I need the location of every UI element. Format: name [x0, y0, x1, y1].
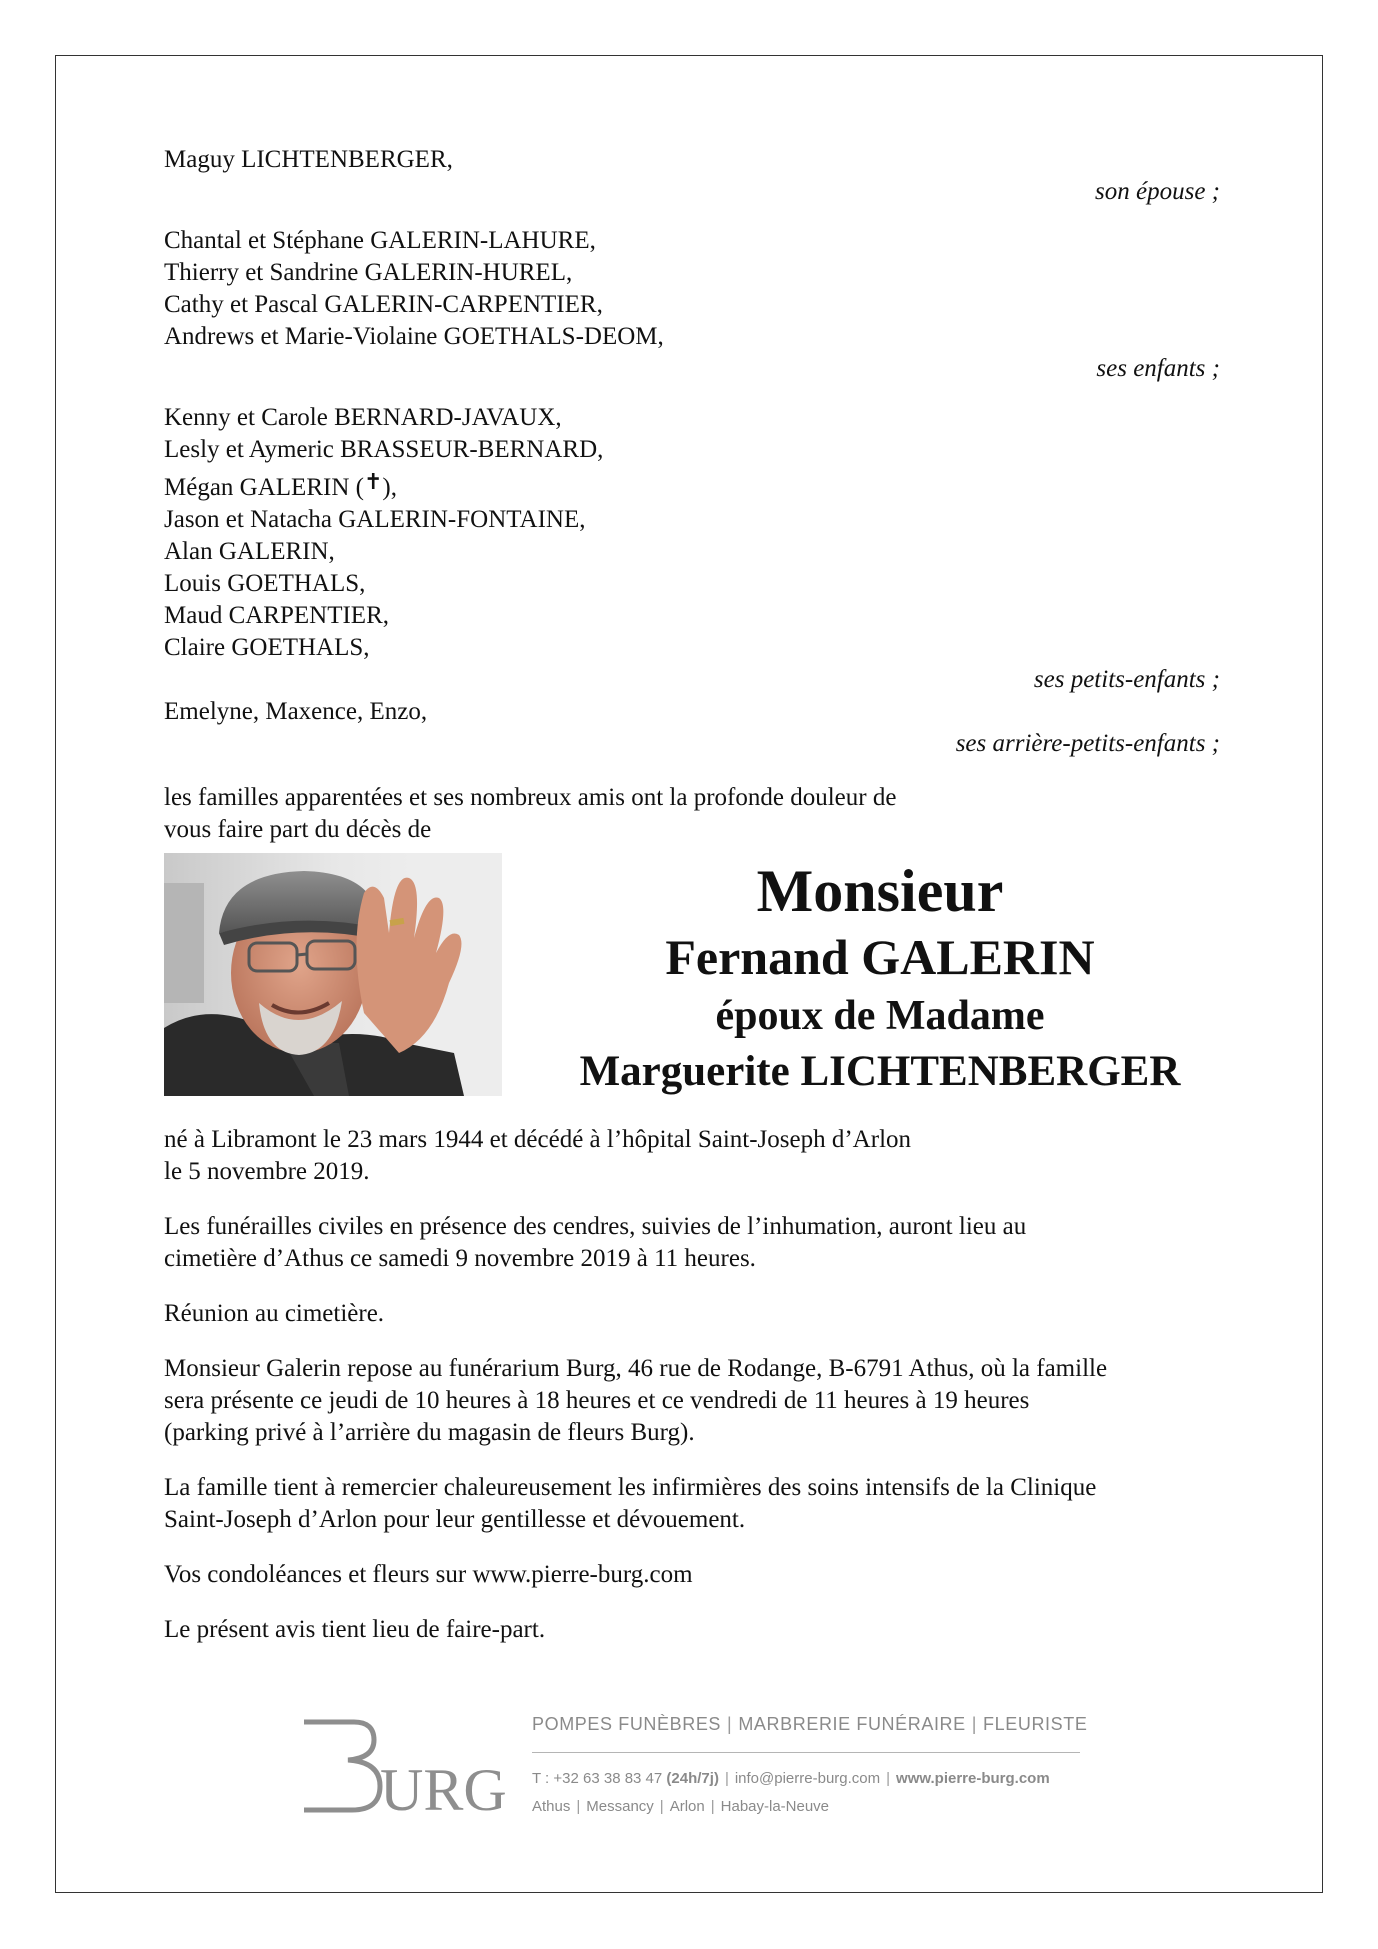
grandchild-name: Maud CARPENTIER, [164, 602, 389, 629]
notice-paragraph [164, 1614, 1220, 1646]
service-label: FLEURISTE [983, 1714, 1088, 1734]
town: Arlon [669, 1798, 705, 1815]
separator: | [886, 1770, 891, 1787]
town: Messancy [586, 1798, 654, 1815]
grandchild-name: Alan GALERIN, [164, 538, 335, 565]
child-name: Andrews et Marie-Violaine GOETHALS-DEOM, [164, 323, 664, 350]
children-role: ses enfants ; [1096, 355, 1220, 382]
town: Athus [532, 1798, 571, 1815]
paragraph-line: Vos condoléances et fleurs sur www.pierre-burg.com [164, 1561, 693, 1588]
spouse-role: son épouse ; [1095, 178, 1220, 205]
deceased-spouse-name: Marguerite LICHTENBERGER [579, 1048, 1181, 1095]
grandchild-name-tail: ), [382, 474, 397, 501]
condolences-paragraph [164, 1559, 1220, 1591]
grandchild-megan [164, 466, 1220, 504]
paragraph-line: Monsieur Galerin repose au funérarium Burg, 46 rue de Rodange, B-6791 Athus, où la famille [164, 1355, 1108, 1382]
grandchild-name: Claire GOETHALS, [164, 634, 370, 661]
funerarium-paragraph [164, 1353, 1220, 1449]
notice-body [164, 1124, 1220, 1669]
child-name: Thierry et Sandrine GALERIN-HUREL, [164, 259, 573, 286]
separator: | [576, 1798, 581, 1815]
family-list [164, 144, 1220, 846]
paragraph-line: sera présente ce jeudi de 10 heures à 18 heures et ce vendredi de 11 heures à 19 heures [164, 1387, 1030, 1414]
announcement-line: les familles apparentées et ses nombreux amis ont la profonde douleur de [164, 784, 897, 811]
grandchild-name: Louis GOETHALS, [164, 570, 366, 597]
funeral-paragraph [164, 1211, 1220, 1275]
footer-divider [532, 1752, 1080, 1753]
paragraph-line: le 5 novembre 2019. [164, 1158, 370, 1185]
paragraph-line: cimetière d’Athus ce samedi 9 novembre 2019 à 11 heures. [164, 1245, 756, 1272]
grandchild-name: Mégan GALERIN ( [164, 474, 364, 501]
paragraph-line: Le présent avis tient lieu de faire-part. [164, 1616, 546, 1643]
towns-line [532, 1798, 829, 1815]
separator: | [971, 1714, 978, 1734]
birth-death-paragraph [164, 1124, 1220, 1188]
funeral-home-footer [296, 1710, 1126, 1823]
website-link[interactable]: www.pierre-burg.com [896, 1770, 1050, 1787]
great-grandchildren-role: ses arrière-petits-enfants ; [955, 730, 1220, 757]
paragraph-line: né à Libramont le 23 mars 1944 et décédé à l’hôpital Saint-Joseph d’Arlon [164, 1126, 912, 1153]
announcement-line: vous faire part du décès de [164, 816, 432, 843]
paragraph-line: Saint-Joseph d’Arlon pour leur gentillesse et dévouement. [164, 1506, 746, 1533]
spouse-name: Maguy LICHTENBERGER, [164, 146, 453, 173]
services-line [532, 1714, 1087, 1735]
paragraph-line: Réunion au cimetière. [164, 1300, 385, 1327]
thanks-paragraph [164, 1472, 1220, 1536]
contact-line [532, 1770, 1050, 1787]
separator: | [727, 1714, 733, 1734]
meeting-paragraph [164, 1298, 1220, 1330]
deceased-title: Monsieur [756, 858, 1004, 924]
phone-hours: (24h/7j) [666, 1770, 719, 1787]
separator: | [659, 1798, 664, 1815]
separator: | [710, 1798, 715, 1815]
cross-icon: ✝ [363, 469, 383, 494]
great-grandchildren-names: Emelyne, Maxence, Enzo, [164, 698, 428, 725]
separator: | [724, 1770, 729, 1787]
service-label: POMPES FUNÈBRES [532, 1714, 722, 1734]
child-name: Chantal et Stéphane GALERIN-LAHURE, [164, 227, 596, 254]
phone-number: T : +32 63 38 83 47 [532, 1770, 667, 1787]
paragraph-line: Les funérailles civiles en présence des cendres, suivies de l’inhumation, auront lieu au [164, 1213, 1027, 1240]
child-name: Cathy et Pascal GALERIN-CARPENTIER, [164, 291, 603, 318]
service-label: MARBRERIE FUNÉRAIRE [738, 1714, 966, 1734]
grandchild-name: Jason et Natacha GALERIN-FONTAINE, [164, 506, 586, 533]
grandchildren-role: ses petits-enfants ; [1033, 666, 1220, 693]
grandchild-name: Lesly et Aymeric BRASSEUR-BERNARD, [164, 436, 604, 463]
paragraph-line: (parking privé à l’arrière du magasin de fleurs Burg). [164, 1419, 695, 1446]
grandchild-name: Kenny et Carole BERNARD-JAVAUX, [164, 404, 562, 431]
deceased-relation: époux de Madame [715, 993, 1045, 1039]
deceased-name: Fernand GALERIN [665, 929, 1095, 985]
deceased-heading [530, 856, 1230, 1100]
email-link[interactable]: info@pierre-burg.com [734, 1770, 881, 1787]
deceased-photo [164, 853, 502, 1096]
burg-logo [296, 1714, 507, 1823]
svg-text:URG: URG [380, 1757, 507, 1823]
paragraph-line: La famille tient à remercier chaleureusement les infirmières des soins intensifs de la Clinique [164, 1474, 1097, 1501]
town: Habay-la-Neuve [720, 1798, 830, 1815]
